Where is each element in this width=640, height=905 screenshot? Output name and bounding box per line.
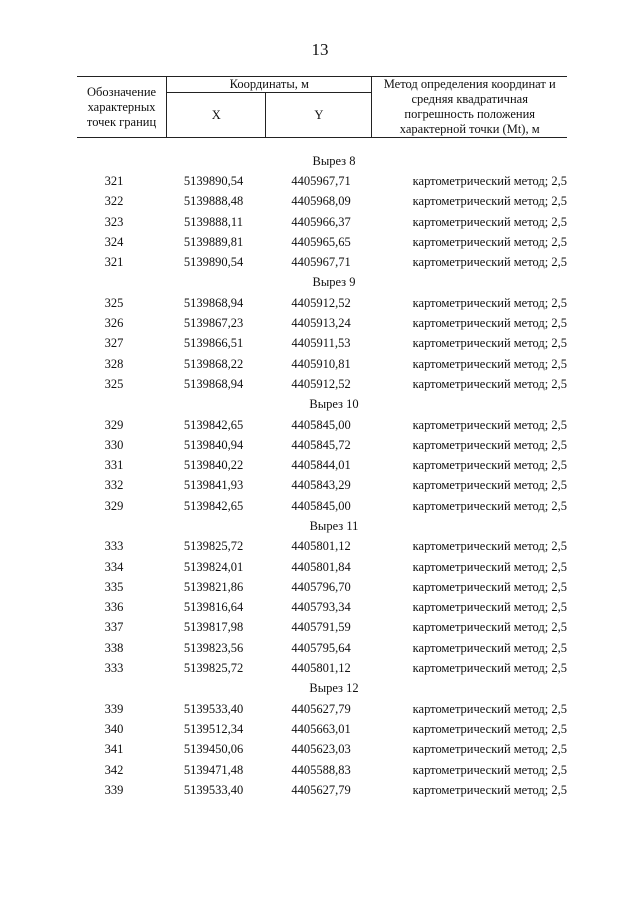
method-cell: картометрический метод; 2,5 [412,437,567,452]
x-coordinate-cell: 5139868,22 [183,356,244,371]
point-number-cell: 337 [104,620,124,635]
y-coordinate-cell: 4405845,00 [291,498,351,513]
y-coordinate-cell: 4405845,72 [291,437,351,452]
point-number-cell: 321 [104,255,124,270]
x-coordinate-cell: 5139841,93 [183,478,244,493]
point-number-cell: 339 [104,701,124,716]
header-x: X [167,93,266,137]
method-cell: картометрический метод; 2,5 [412,458,567,473]
method-cell: картометрический метод; 2,5 [412,498,567,513]
point-number-cell: 323 [104,214,124,229]
point-number-cell: 327 [104,336,124,351]
x-coordinate-cell: 5139512,34 [183,721,244,736]
y-coordinate-cell: 4405795,64 [291,640,351,655]
header-method: Метод определения координат и средняя квадратичная погрешность положения характерной точки (Mt), м [372,77,567,138]
x-coordinate-cell: 5139840,94 [183,437,244,452]
method-cell: картометрический метод; 2,5 [412,255,567,270]
x-coordinate-cell: 5139888,11 [184,214,243,229]
method-cell: картометрический метод; 2,5 [412,295,567,310]
header-y: Y [266,93,372,137]
y-coordinate-cell: 4405791,59 [291,620,351,635]
method-cell: картометрический метод; 2,5 [412,640,567,655]
y-coordinate-cell: 4405913,24 [291,316,351,331]
point-number-cell: 330 [104,437,124,452]
table-row [77,212,567,232]
y-coordinate-cell: 4405967,71 [291,255,351,270]
point-number-cell: 326 [104,316,124,331]
x-coordinate-cell: 5139823,56 [183,640,244,655]
section-header-row [77,516,567,536]
method-cell: картометрический метод; 2,5 [412,762,567,777]
x-coordinate-cell: 5139867,23 [183,316,244,331]
table-row [77,252,567,272]
point-number-cell: 325 [104,295,124,310]
y-coordinate-cell: 4405793,34 [291,600,351,615]
y-coordinate-cell: 4405912,52 [291,295,351,310]
x-coordinate-cell: 5139890,54 [183,173,244,188]
header-coordinates: Координаты, м [167,77,372,93]
table-row [77,577,567,597]
method-cell: картометрический метод; 2,5 [412,600,567,615]
method-cell: картометрический метод; 2,5 [412,721,567,736]
x-coordinate-cell: 5139824,01 [183,559,244,574]
method-cell: картометрический метод; 2,5 [412,782,567,797]
point-number-cell: 338 [104,640,124,655]
x-coordinate-cell: 5139889,81 [183,234,244,249]
header-designation: Обозначение характерных точек границ [77,77,167,138]
y-coordinate-cell: 4405801,84 [291,559,351,574]
point-number-cell: 324 [104,234,124,249]
point-number-cell: 335 [104,579,124,594]
table-row [77,638,567,658]
section-title: Вырез 11 [309,518,359,533]
x-coordinate-cell: 5139868,94 [183,376,244,391]
x-coordinate-cell: 5139840,22 [183,458,244,473]
point-number-cell: 342 [104,762,124,777]
y-coordinate-cell: 4405627,79 [291,782,351,797]
point-number-cell: 329 [104,417,124,432]
point-number-cell: 321 [104,173,124,188]
method-cell: картометрический метод; 2,5 [412,316,567,331]
point-number-cell: 328 [104,356,124,371]
x-coordinate-cell: 5139825,72 [183,539,244,554]
section-header-row [77,151,567,171]
point-number-cell: 329 [104,498,124,513]
y-coordinate-cell: 4405627,79 [291,701,351,716]
x-coordinate-cell: 5139533,40 [183,782,244,797]
x-coordinate-cell: 5139471,48 [183,762,244,777]
point-number-cell: 322 [104,194,124,209]
x-coordinate-cell: 5139533,40 [183,701,244,716]
table-row [77,557,567,577]
point-number-cell: 333 [104,539,124,554]
x-coordinate-cell: 5139868,94 [183,295,244,310]
table-body [77,151,567,801]
table-row [77,658,567,678]
x-coordinate-cell: 5139842,65 [183,417,244,432]
y-coordinate-cell: 4405588,83 [291,762,351,777]
table-row [77,334,567,354]
section-title: Вырез 8 [312,153,356,168]
point-number-cell: 340 [104,721,124,736]
y-coordinate-cell: 4405965,65 [291,234,351,249]
y-coordinate-cell: 4405910,81 [291,356,351,371]
table-row [77,598,567,618]
method-cell: картометрический метод; 2,5 [412,620,567,635]
table-row [77,476,567,496]
y-coordinate-cell: 4405663,01 [291,721,351,736]
method-cell: картометрический метод; 2,5 [412,336,567,351]
y-coordinate-cell: 4405845,00 [291,417,351,432]
method-cell: картометрический метод; 2,5 [412,701,567,716]
section-title: Вырез 12 [309,681,359,696]
section-header-row [77,679,567,699]
method-cell: картометрический метод; 2,5 [412,661,567,676]
table-row [77,171,567,191]
x-coordinate-cell: 5139888,48 [183,194,244,209]
method-cell: картометрический метод; 2,5 [412,194,567,209]
table-row [77,760,567,780]
table-row [77,455,567,475]
point-number-cell: 325 [104,376,124,391]
table-row [77,435,567,455]
x-coordinate-cell: 5139816,64 [183,600,244,615]
y-coordinate-cell: 4405912,52 [291,376,351,391]
page-number: 13 [311,40,329,59]
table-row [77,618,567,638]
method-cell: картометрический метод; 2,5 [412,356,567,371]
table-row [77,232,567,252]
method-cell: картометрический метод; 2,5 [412,539,567,554]
x-coordinate-cell: 5139842,65 [183,498,244,513]
point-number-cell: 341 [104,742,124,757]
y-coordinate-cell: 4405623,03 [291,742,351,757]
y-coordinate-cell: 4405796,70 [291,579,351,594]
x-coordinate-cell: 5139817,98 [183,620,244,635]
point-number-cell: 333 [104,661,124,676]
point-number-cell: 339 [104,782,124,797]
method-cell: картометрический метод; 2,5 [412,234,567,249]
table-row [77,496,567,516]
method-cell: картометрический метод; 2,5 [412,376,567,391]
table-row [77,780,567,800]
section-title: Вырез 9 [312,275,356,290]
table-row [77,192,567,212]
table-row [77,699,567,719]
table-row [77,740,567,760]
y-coordinate-cell: 4405843,29 [291,478,351,493]
y-coordinate-cell: 4405801,12 [291,661,351,676]
x-coordinate-cell: 5139890,54 [183,255,244,270]
x-coordinate-cell: 5139866,51 [183,336,244,351]
section-header-row [77,273,567,293]
y-coordinate-cell: 4405968,09 [291,194,351,209]
section-title: Вырез 10 [309,397,359,412]
method-cell: картометрический метод; 2,5 [412,214,567,229]
x-coordinate-cell: 5139825,72 [183,661,244,676]
point-number-cell: 332 [104,478,124,493]
point-number-cell: 336 [104,600,124,615]
table-header [77,76,567,138]
method-cell: картометрический метод; 2,5 [412,173,567,188]
method-cell: картометрический метод; 2,5 [412,559,567,574]
method-cell: картометрический метод; 2,5 [412,579,567,594]
method-cell: картометрический метод; 2,5 [412,478,567,493]
section-header-row [77,395,567,415]
table-row [77,719,567,739]
y-coordinate-cell: 4405844,01 [291,458,351,473]
y-coordinate-cell: 4405967,71 [291,173,351,188]
y-coordinate-cell: 4405911,53 [291,336,351,351]
method-cell: картометрический метод; 2,5 [412,417,567,432]
method-cell: картометрический метод; 2,5 [412,742,567,757]
table-row [77,293,567,313]
table-row [77,537,567,557]
coordinates-table [77,76,567,801]
table-row [77,313,567,333]
point-number-cell: 334 [104,559,124,574]
table-row [77,354,567,374]
y-coordinate-cell: 4405966,37 [291,214,351,229]
x-coordinate-cell: 5139821,86 [183,579,244,594]
table-row [77,374,567,394]
y-coordinate-cell: 4405801,12 [291,539,351,554]
x-coordinate-cell: 5139450,06 [183,742,244,757]
point-number-cell: 331 [104,458,124,473]
table-row [77,415,567,435]
